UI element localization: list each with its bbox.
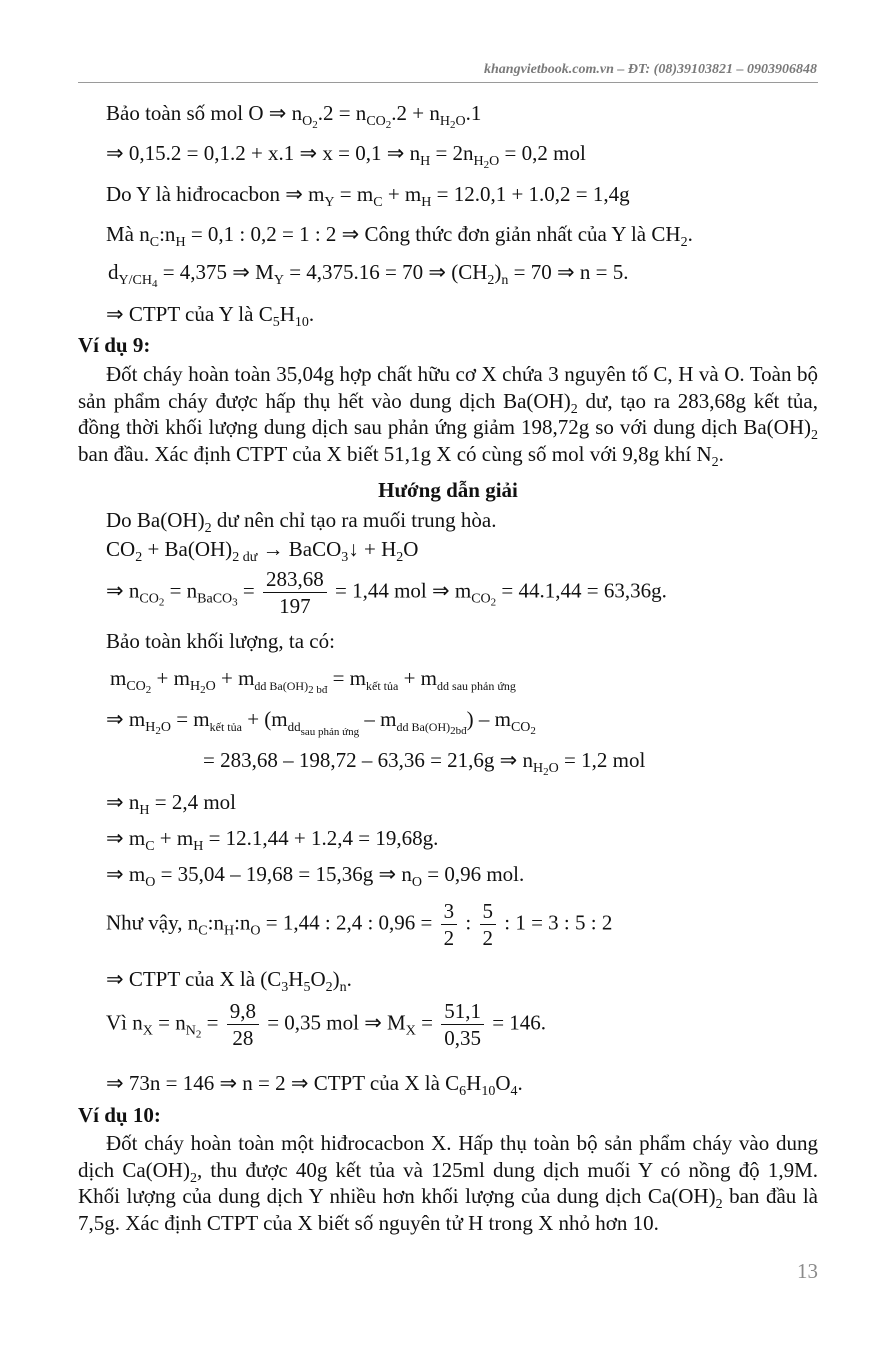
sol-line-13: Vì $n_X = n_{N2}$ = $\frac{9,8}{28}$ = 0,35 mol ⇒ $M_X$ = $\frac{51,1}{0,35}$ = 146. xyxy=(106,999,547,1050)
sol-line-2: $CO_2 + Ba(OH)_{2 dư}$ → BaCO$_3$↓ + $H_2O$ xyxy=(106,537,419,565)
solution-heading: Hướng dẫn giải xyxy=(378,478,518,502)
fraction: $\frac{5}{2}$ xyxy=(480,898,497,951)
sol-line-1: Do $Ba(OH)_2$ dư nên chỉ tạo ra muối trung hòa. xyxy=(106,508,497,536)
fraction: $\frac{9,8}{28}$ xyxy=(227,998,259,1051)
fraction: $\frac{283,68}{197}$ xyxy=(263,566,327,619)
eq-line-5: $d_{Y/CH4} = 4,375$ ⇒ $M_Y = 4,375.16 = 70$ ⇒ $(CH_2)_n = 70$ ⇒ n = 5. xyxy=(108,260,629,290)
eq-line-1: Bảo toàn số mol O ⇒ $n_{O2}.2 = n_{CO2}.2 + n_{H2O}.1$ xyxy=(106,101,482,131)
sol-line-11: Như vậy, $n_C:n_H:n_O = 1,44$ : 2,4 : 0,96 = $\frac{3}{2}$ : $\frac{5}{2}$ : 1 = 3 : 5 : 2 xyxy=(106,899,613,950)
fraction: $\frac{51,1}{0,35}$ xyxy=(441,998,484,1051)
sol-line-10: ⇒ $m_O = 35,04 - 19,68 = 15,36g$ ⇒ $n_O = 0,96$ mol. xyxy=(106,862,525,890)
eq-line-6: ⇒ CTPT của Y là $C_5H_{10}$. xyxy=(106,302,315,330)
sol-line-4: Bảo toàn khối lượng, ta có: xyxy=(106,629,335,653)
example-10-problem: Đốt cháy hoàn toàn một hiđrocacbon X. Hấp thụ toàn bộ sản phẩm cháy vào dung dịch $Ca(OH)_2$, thu được 40g kết tủa và 125ml dung dịch muối Y có nồng độ 1,9M. Khối lượng của dung dịch Y nhiều hơn khối lượng của dung dịch $Ca(OH)_2$ ban đầu là 7,5g. Xác định CTPT của X biết số nguyên tử H trong X nhỏ hơn 10. xyxy=(78,1131,818,1235)
sol-line-5: $m_{CO2} + m_{H2O} + m_{dd Ba(OH)2 bđ} = m_{kết tủa} + m_{dd sau phản ứng}$ xyxy=(110,666,516,696)
header-rule xyxy=(78,82,818,83)
example-10-heading: Ví dụ 10: xyxy=(78,1103,161,1127)
example-9-problem: Đốt cháy hoàn toàn 35,04g hợp chất hữu cơ X chứa 3 nguyên tố C, H và O. Toàn bộ sản phẩm cháy được hấp thụ hết vào dung dịch $Ba(OH)_2$ dư, tạo ra 283,68g kết tủa, đồng thời khối lượng dung dịch sau phản ứng giảm 198,72g so với dung dịch $Ba(OH)_2$ ban đầu. Xác định CTPT của X biết 51,1g X có cùng số mol với 9,8g khí $N_2$. xyxy=(78,362,818,470)
eq-line-3: Do Y là hiđrocacbon ⇒ $m_Y = m_C + m_H = 12.0,1 + 1.0,2 = 1,4g$ xyxy=(106,182,630,210)
page-number: 13 xyxy=(797,1259,818,1283)
sol-line-6: ⇒ $m_{H2O} = m_{kết tủa} + (m_{ddsau phản ứng} - m_{dd Ba(OH)2bđ}) - m_{CO2}$ xyxy=(106,707,536,738)
sol-line-12: ⇒ CTPT của X là $(C_3H_5O_2)_n$. xyxy=(106,967,352,995)
example-9-heading: Ví dụ 9: xyxy=(78,333,151,357)
page-header: khangvietbook.com.vn – ĐT: (08)39103821 – 0903906848 xyxy=(484,62,817,77)
eq-line-2: ⇒ 0,15.2 = 0,1.2 + x.1 ⇒ x = 0,1 ⇒ $n_H = 2n_{H2O} = 0,2$ mol xyxy=(106,141,586,171)
eq-line-4: Mà $n_C:n_H = 0,1$ : 0,2 = 1 : 2 ⇒ Công thức đơn giản nhất của Y là $CH_2$. xyxy=(106,222,693,250)
sol-line-8: ⇒ $n_H = 2,4$ mol xyxy=(106,790,236,818)
sol-line-14: ⇒ 73n = 146 ⇒ n = 2 ⇒ CTPT của X là $C_6H_{10}O_4$. xyxy=(106,1071,523,1099)
sol-line-7: = 283,68 – 198,72 – 63,36 = 21,6g ⇒ $n_{H2O} = 1,2$ mol xyxy=(203,748,646,778)
sol-line-3: ⇒ $n_{CO2} = n_{BaCO3}$ = $\frac{283,68}{197}$ = 1,44 mol ⇒ $m_{CO2} = 44.1,44 = 63,36g$. xyxy=(106,567,667,618)
sol-line-9: ⇒ $m_C + m_H = 12.1,44 + 1.2,4 = 19,68g$. xyxy=(106,826,439,854)
fraction: $\frac{3}{2}$ xyxy=(441,898,458,951)
